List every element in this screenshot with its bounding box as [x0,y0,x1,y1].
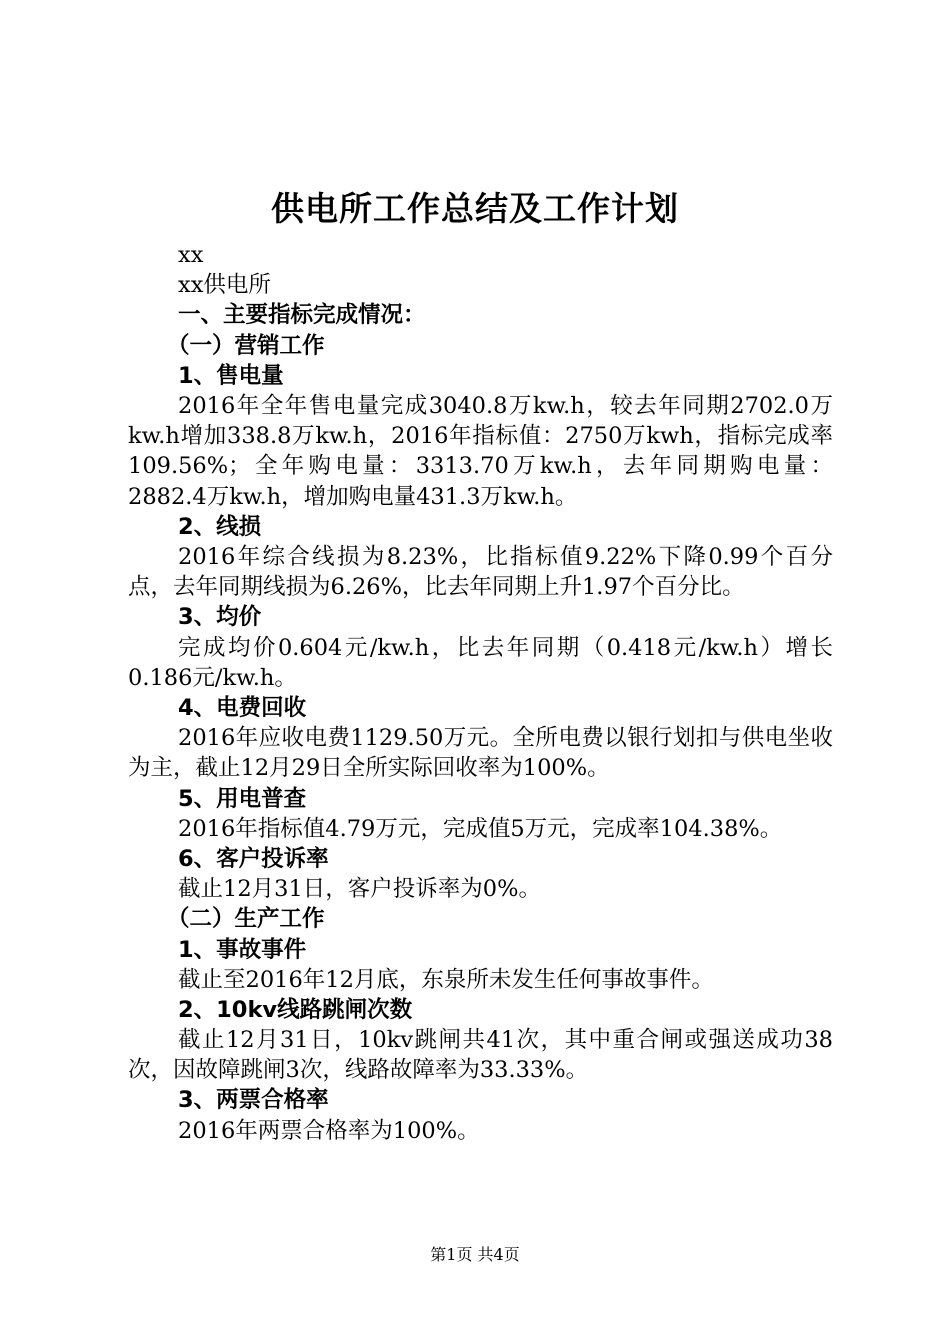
paragraph: 2016年指标值4.79万元，完成值5万元，完成率104.38%。 [178,815,783,842]
page-number-footer: 第1页 共4页 [430,1245,520,1264]
paragraph: 截止至2016年12月底，东泉所未发生任何事故事件。 [178,966,714,993]
subsection-heading: （二）生产工作 [167,906,325,933]
item-heading: 6、客户投诉率 [178,845,329,872]
paragraph: 2016年全年售电量完成3040.8万kw.h，较去年同期2702.0万kw.h增加338.8万kw.h，2016年指标值：2750万kwh，指标完成率109.56%；全年购电量：3313.70万kw.h，去年同期购电量：2882.4万kw.h，增加购电量431.3万kw.h。 [128,392,833,510]
item-heading: 4、电费回收 [178,694,307,721]
item-heading: 1、事故事件 [178,936,307,963]
paragraph: 截止12月31日，10kv跳闸共41次，其中重合闸或强送成功38次，因故障跳闸3次，线路故障率为33.33%。 [128,1027,833,1084]
paragraph: 截止12月31日，客户投诉率为0%。 [178,876,541,903]
subsection-heading: （一）营销工作 [167,332,325,359]
paragraph: 2016年两票合格率为100%。 [178,1117,480,1144]
item-heading: 2、10kv线路跳闸次数 [178,996,413,1023]
document-body [128,240,833,1146]
author-line: xx [178,242,204,268]
section-heading: 一、主要指标完成情况： [178,302,426,329]
organization-line: xx供电所 [178,272,271,299]
paragraph: 2016年综合线损为8.23%，比指标值9.22%下降0.99个百分点，去年同期线损为6.26%，比去年同期上升1.97个百分比。 [128,543,833,601]
item-heading: 5、用电普查 [178,785,307,812]
item-heading: 2、线损 [178,513,262,540]
document-title: 供电所工作总结及工作计划 [271,189,679,228]
paragraph: 2016年应收电费1129.50万元。全所电费以银行划扣与供电坐收为主，截止12月29日全所实际回收率为100%。 [128,725,833,782]
item-heading: 3、均价 [178,604,262,631]
item-heading: 3、两票合格率 [178,1087,329,1114]
paragraph: 完成均价0.604元/kw.h，比去年同期（0.418元/kw.h）增长0.186元/kw.h。 [128,634,833,691]
item-heading: 1、售电量 [178,362,284,389]
